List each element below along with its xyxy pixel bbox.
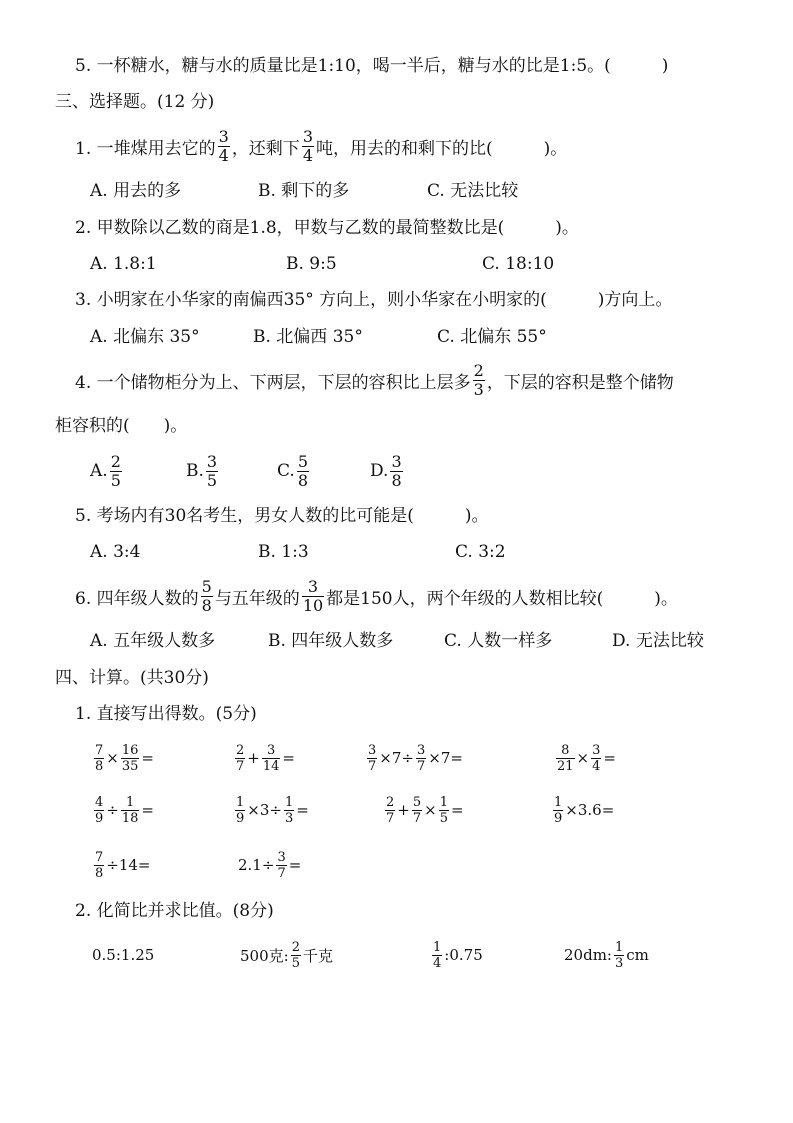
fraction: $\frac{3}{4}$ <box>218 126 229 165</box>
fraction: $\frac{16}{35}$ <box>121 742 139 774</box>
operator: × <box>576 749 590 767</box>
q6-option-c: C. 人数一样多 <box>444 631 553 651</box>
q5-option-c: C. 3:2 <box>455 542 506 562</box>
true-false-question-5: 5. 一杯糖水，糖与水的质量比是1:10，喝一半后，糖与水的比是1:5。( ) <box>75 56 669 76</box>
q1-option-b: B. 剩下的多 <box>258 181 350 201</box>
fraction: $\frac{2}{5}$ <box>110 451 121 490</box>
fraction: $\frac{1}{3}$ <box>614 939 624 971</box>
ratio-expr <box>240 937 333 973</box>
calc-expr <box>383 792 464 828</box>
fraction: $\frac{3}{5}$ <box>206 451 218 490</box>
operator: = <box>603 749 616 767</box>
question-3-5: 5. 考场内有30名考生，男女人数的比可能是( )。 <box>75 506 489 526</box>
operator: 0.5:1.25 <box>92 946 155 964</box>
q2-option-b: B. 9:5 <box>286 254 337 274</box>
operator: :0.75 <box>444 946 483 964</box>
fraction: $\frac{5}{7}$ <box>412 794 422 826</box>
q4-option-a: A. $\frac{2}{5}$ <box>90 451 121 490</box>
q3-option-a: A. 北偏东 35° <box>90 327 200 347</box>
question-3-4-line2: 柜容积的( )。 <box>55 416 188 436</box>
calc-expr <box>365 740 463 776</box>
operator: = <box>141 801 154 819</box>
operator: cm <box>626 946 649 964</box>
part-1-title: 1. 直接写出得数。(5分) <box>75 704 257 724</box>
fraction: $\frac{2}{7}$ <box>386 794 395 826</box>
fraction: $\frac{3}{10}$ <box>302 576 324 615</box>
q6-option-a: A. 五年级人数多 <box>90 631 216 651</box>
fraction: $\frac{2}{7}$ <box>236 742 245 774</box>
question-3-1: 1. 一堆煤用去它的 $\frac{3}{4}$ ，还剩下 $\frac{3}{4}$ 吨，用去的和剩下的比( )。 <box>75 126 568 165</box>
q3-option-c: C. 北偏东 55° <box>437 327 547 347</box>
calc-expr <box>92 792 154 828</box>
operator: = <box>296 801 309 819</box>
fraction: $\frac{3}{8}$ <box>391 451 402 490</box>
fraction: $\frac{3}{7}$ <box>416 742 426 774</box>
fraction: $\frac{7}{8}$ <box>95 742 104 774</box>
fraction: $\frac{1}{18}$ <box>121 794 139 826</box>
q2-option-c: C. 18:10 <box>482 254 555 274</box>
calc-expr <box>238 847 301 883</box>
q5-option-a: A. 3:4 <box>90 542 141 562</box>
operator: ×7÷ <box>379 749 414 767</box>
operator: 20dm: <box>564 946 612 964</box>
calc-expr <box>554 740 616 776</box>
q2-option-a: A. 1.8:1 <box>90 254 157 274</box>
ratio-expr <box>92 937 154 973</box>
q6-option-d: D. 无法比较 <box>612 631 704 651</box>
fraction: $\frac{3}{4}$ <box>302 126 313 165</box>
q4-option-d: D. $\frac{3}{8}$ <box>370 451 402 490</box>
fraction: $\frac{7}{8}$ <box>95 849 104 881</box>
q3-option-b: B. 北偏西 35° <box>253 327 363 347</box>
calc-expr <box>551 792 614 828</box>
fraction: $\frac{1}{5}$ <box>439 794 448 826</box>
operator: + <box>397 801 410 819</box>
part-2-title: 2. 化简比并求比值。(8分) <box>75 901 274 921</box>
fraction: $\frac{1}{9}$ <box>554 794 563 826</box>
question-3-6: 6. 四年级人数的 $\frac{5}{8}$ 与五年级的 $\frac{3}{10}$ 都是150人，两个年级的人数相比较( )。 <box>75 576 678 615</box>
operator: 千克 <box>302 946 333 965</box>
calc-expr <box>92 847 151 883</box>
q1-option-c: C. 无法比较 <box>427 181 519 201</box>
q1-option-a: A. 用去的多 <box>90 181 182 201</box>
operator: 2.1÷ <box>238 856 275 874</box>
operator: = <box>282 749 295 767</box>
calc-expr <box>233 740 295 776</box>
operator: ×3÷ <box>247 801 282 819</box>
operator: ÷ <box>106 801 119 819</box>
q6-option-b: B. 四年级人数多 <box>268 631 394 651</box>
calc-expr <box>233 792 309 828</box>
fraction: $\frac{4}{9}$ <box>95 794 104 826</box>
operator: = <box>141 749 154 767</box>
operator: 500克: <box>240 946 289 965</box>
fraction: $\frac{8}{21}$ <box>557 742 574 774</box>
section-4-title: 四、计算。(共30分) <box>55 668 209 688</box>
q5-option-b: B. 1:3 <box>258 542 309 562</box>
fraction: $\frac{1}{4}$ <box>433 939 442 971</box>
question-3-2: 2. 甲数除以乙数的商是1.8，甲数与乙数的最简整数比是( )。 <box>75 218 579 238</box>
fraction: $\frac{3}{7}$ <box>277 849 286 881</box>
fraction: $\frac{1}{3}$ <box>284 794 294 826</box>
operator: × <box>424 801 437 819</box>
question-3-3: 3. 小明家在小华家的南偏西35° 方向上，则小华家在小明家的( )方向上。 <box>75 290 673 310</box>
fraction: $\frac{5}{8}$ <box>297 451 308 490</box>
ratio-expr <box>430 937 483 973</box>
question-3-4: 4. 一个储物柜分为上、下两层，下层的容积比上层多 $\frac{2}{3}$ ，下层的容积是整个储物 <box>75 360 674 399</box>
fraction: $\frac{3}{14}$ <box>262 742 280 774</box>
q4-option-b: B. $\frac{3}{5}$ <box>186 451 218 490</box>
fraction: $\frac{3}{7}$ <box>368 742 377 774</box>
operator: = <box>288 856 302 874</box>
calc-expr <box>92 740 154 776</box>
operator: ÷14= <box>106 856 151 874</box>
operator: = <box>451 801 464 819</box>
section-3-title: 三、选择题。(12 分) <box>55 92 215 112</box>
fraction: $\frac{2}{5}$ <box>291 939 300 971</box>
ratio-expr <box>564 937 649 973</box>
fraction: $\frac{3}{4}$ <box>592 742 601 774</box>
q4-option-c: C. $\frac{5}{8}$ <box>277 451 308 490</box>
fraction: $\frac{1}{9}$ <box>236 794 245 826</box>
operator: ×3.6= <box>565 801 615 819</box>
operator: × <box>106 749 119 767</box>
operator: ×7= <box>428 749 463 767</box>
fraction: $\frac{2}{3}$ <box>473 360 484 399</box>
operator: + <box>247 749 260 767</box>
fraction: $\frac{5}{8}$ <box>201 576 212 615</box>
